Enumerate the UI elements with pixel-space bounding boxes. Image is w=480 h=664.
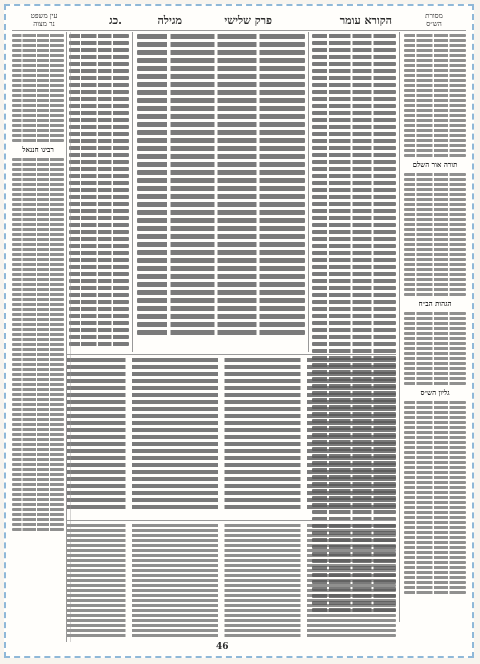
tosafot-divider [132, 32, 133, 352]
bottom-commentary [66, 524, 396, 642]
lower-block-divider [66, 354, 396, 355]
torah-or-label: תורה אור השלם [412, 160, 458, 169]
talmud-page [4, 4, 474, 658]
right-sidebar [404, 34, 466, 624]
bottom-commentary-divider [66, 520, 396, 521]
running-title-tractate: מגילה [157, 14, 182, 27]
running-title-right: הקורא עומר [339, 14, 392, 27]
gilyon-label: גליון הש״ס [420, 388, 450, 397]
rashi-divider [308, 32, 309, 352]
right-margin-heading: מסורת הש״ס [425, 12, 443, 28]
rabbeinu-chananel-label: רבינו חננאל [22, 145, 54, 154]
left-margin-divider [66, 32, 67, 642]
header-divider [12, 30, 466, 31]
left-inner-divider [70, 32, 71, 642]
folio-number: כג. [109, 14, 122, 27]
hagahot-label: הגהות הב״ח [418, 299, 452, 308]
left-margin-column [12, 34, 64, 640]
tosafot-column [69, 34, 129, 352]
right-sidebar-divider [399, 32, 400, 622]
gemara-main-text [137, 34, 305, 352]
left-margin-heading: עין משפט נר מצוה [30, 12, 58, 28]
gemara-lower-text [66, 358, 396, 518]
page-number: 46 [216, 642, 229, 652]
running-title-chapter: פרק שלישי [224, 14, 272, 27]
